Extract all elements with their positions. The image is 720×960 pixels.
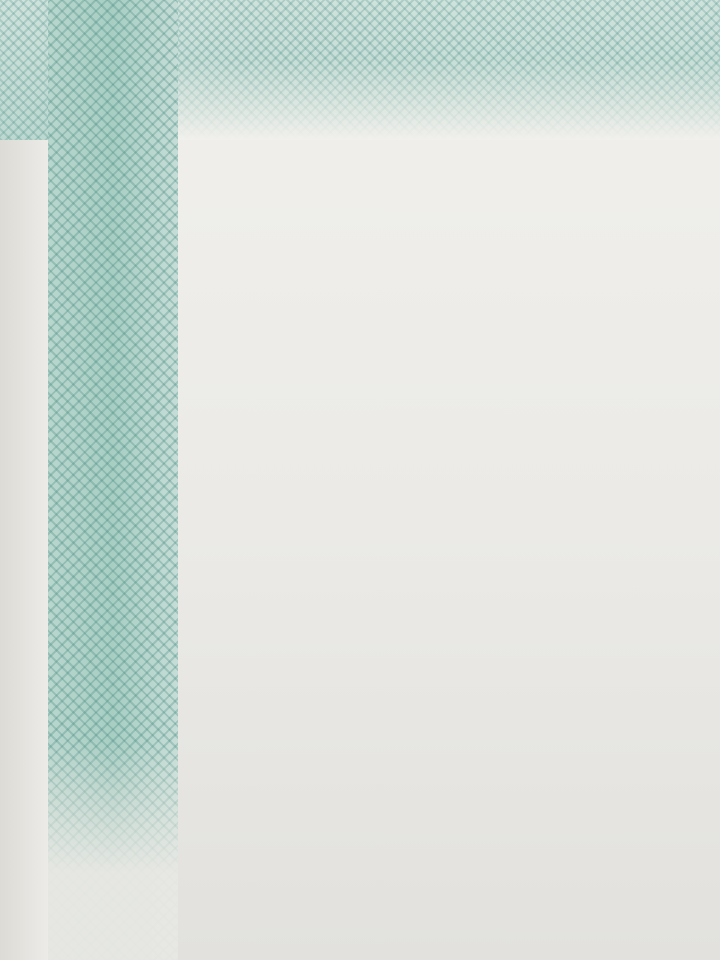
top-band-fade: [170, 60, 720, 140]
page-edge: [0, 0, 48, 960]
left-band-fade: [48, 740, 178, 960]
